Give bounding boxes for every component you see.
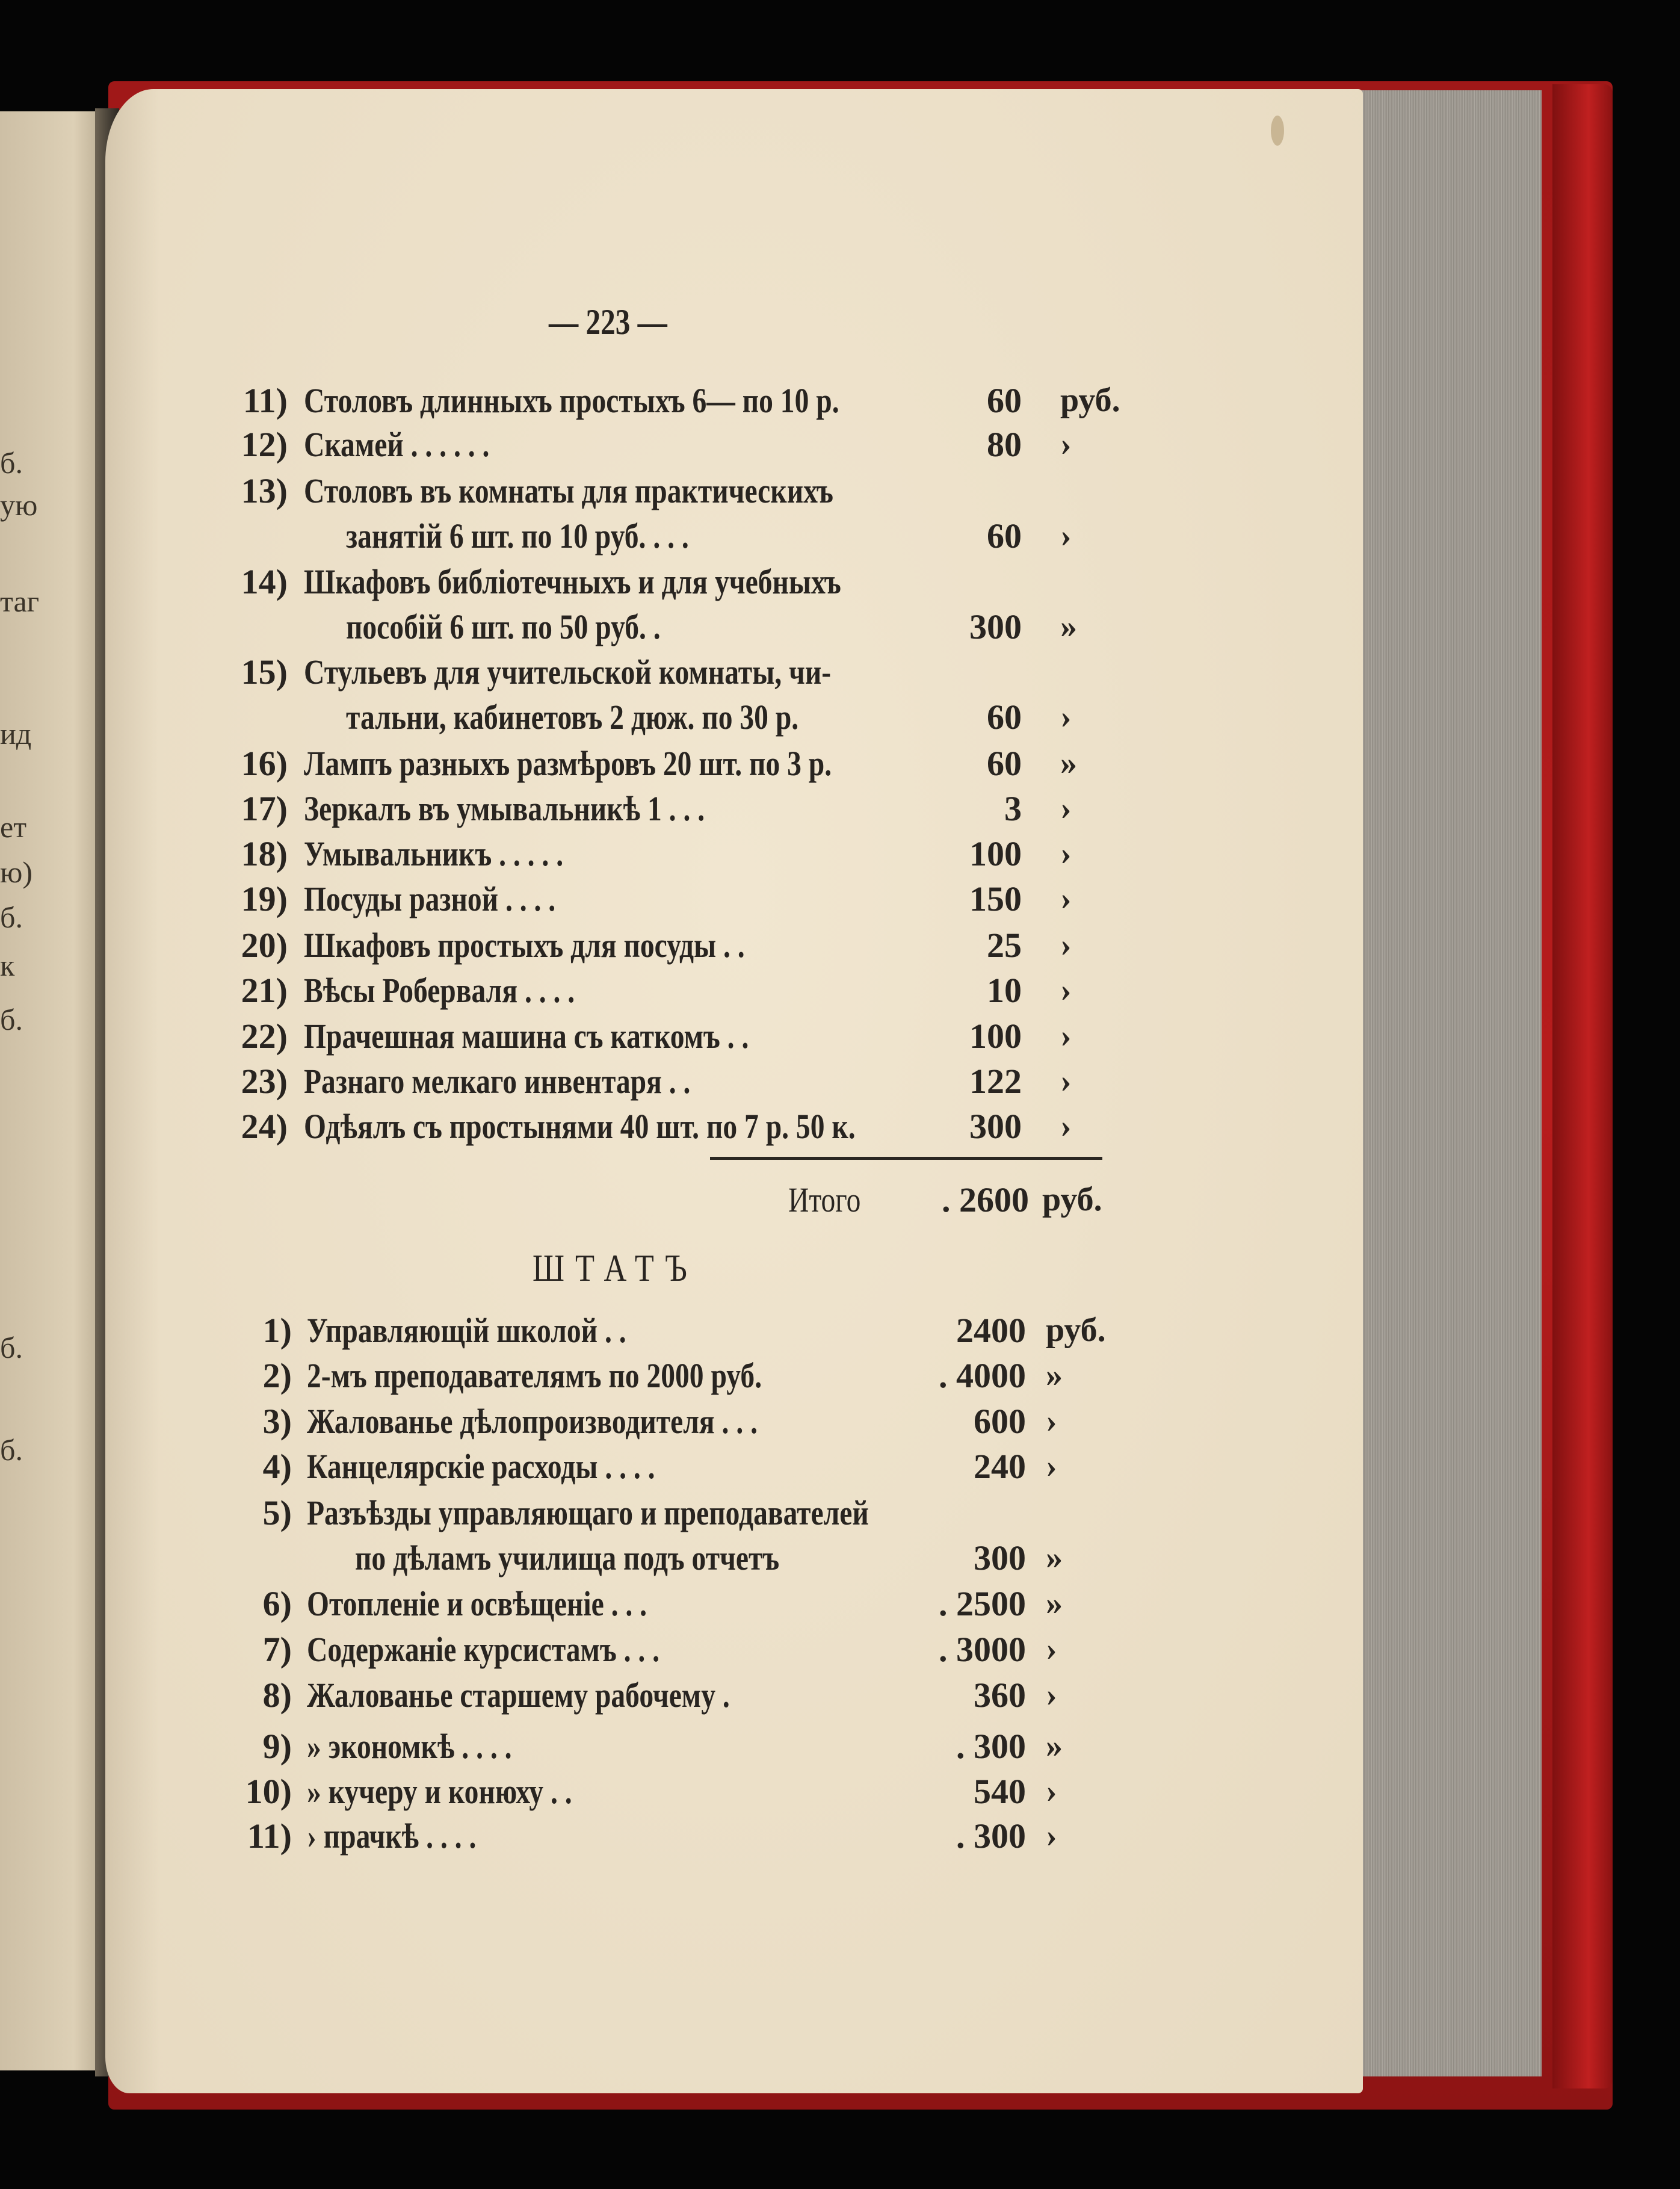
item-amount: . 2500 — [939, 1584, 1026, 1623]
item-label: » экономкѣ . . . . — [307, 1727, 512, 1766]
item-label: Отопленіе и освѣщеніе . . . — [307, 1584, 647, 1623]
item-amount: 60 — [987, 698, 1022, 737]
left-page-fragment: ую — [0, 488, 38, 522]
item-unit: руб. — [1060, 382, 1120, 419]
item-amount: 150 — [969, 879, 1022, 918]
total-unit: руб. — [1042, 1181, 1102, 1218]
item-label: Вѣсы Роберваля . . . . — [304, 971, 575, 1010]
item-unit: › — [1060, 1017, 1072, 1054]
item-amount: 300 — [969, 607, 1022, 646]
item-label: Зеркалъ въ умывальникѣ 1 . . . — [304, 789, 705, 828]
page-number: — 223 — — [549, 302, 667, 342]
item-amount: 60 — [987, 381, 1022, 420]
item-unit: › — [1060, 426, 1072, 463]
item-unit: › — [1060, 971, 1072, 1009]
item-amount: 3 — [1004, 789, 1022, 828]
left-page — [0, 111, 105, 2070]
item-label: Разнаго мелкаго инвентаря . . — [304, 1062, 691, 1101]
item-unit: › — [1060, 926, 1072, 964]
left-page-fragment: б. — [0, 446, 23, 480]
item-unit: » — [1060, 745, 1077, 782]
item-number: 6) — [262, 1584, 292, 1623]
item-unit: » — [1046, 1585, 1063, 1622]
item-amount: 600 — [974, 1402, 1026, 1441]
left-page-fragment: б. — [0, 900, 23, 934]
item-unit: » — [1046, 1727, 1063, 1765]
item-label: Прачешная машина съ каткомъ . . — [304, 1017, 749, 1056]
item-unit: › — [1060, 835, 1072, 872]
item-amount: 80 — [987, 425, 1022, 464]
item-number: 24) — [241, 1107, 288, 1146]
item-number: 23) — [241, 1062, 288, 1101]
total-rule — [710, 1157, 1102, 1160]
item-label: Содержаніе курсистамъ . . . — [307, 1630, 660, 1669]
item-label: Скамей . . . . . . — [304, 425, 490, 464]
item-number: 7) — [262, 1630, 292, 1669]
item-unit: руб. — [1046, 1311, 1106, 1349]
item-unit: › — [1046, 1817, 1057, 1854]
item-number: 10) — [245, 1772, 292, 1811]
item-amount: 2400 — [956, 1311, 1026, 1350]
item-amount: 300 — [974, 1538, 1026, 1578]
item-number: 11) — [242, 381, 288, 420]
item-amount: 300 — [969, 1107, 1022, 1146]
item-amount: 360 — [974, 1676, 1026, 1715]
item-amount: 25 — [987, 926, 1022, 965]
item-number: 11) — [247, 1816, 292, 1856]
item-label: Лампъ разныхъ размѣровъ 20 шт. по 3 р. — [304, 744, 832, 783]
item-unit: › — [1046, 1630, 1057, 1668]
item-label: Столовъ въ комнаты для практическихъ — [304, 471, 833, 510]
total-label: Итого — [788, 1180, 861, 1219]
item-amount: 100 — [969, 834, 1022, 873]
item-unit: › — [1060, 1107, 1072, 1145]
item-amount: . 300 — [956, 1816, 1026, 1856]
item-label: Жалованье старшему рабочему . — [307, 1676, 730, 1715]
item-label-continuation: занятій 6 шт. по 10 руб. . . . — [346, 516, 689, 556]
item-number: 19) — [241, 879, 288, 918]
item-number: 16) — [241, 744, 288, 783]
total-amount: . 2600 — [942, 1180, 1029, 1219]
item-unit: › — [1046, 1773, 1057, 1810]
left-page-fragment: б. — [0, 1003, 23, 1036]
item-amount: . 4000 — [939, 1356, 1026, 1395]
item-number: 21) — [241, 971, 288, 1010]
item-label: Жалованье дѣлопроизводителя . . . — [307, 1402, 758, 1441]
left-page-fragment: к — [0, 949, 15, 982]
item-unit: » — [1046, 1357, 1063, 1394]
item-label: Умывальникъ . . . . . — [304, 834, 564, 873]
item-label: Одѣялъ съ простынями 40 шт. по 7 р. 50 к. — [304, 1107, 856, 1146]
item-label: Посуды разной . . . . — [304, 879, 556, 918]
item-label-continuation: тальни, кабинетовъ 2 дюж. по 30 р. — [346, 698, 799, 737]
item-number: 22) — [241, 1017, 288, 1056]
item-unit: › — [1060, 1062, 1072, 1100]
item-amount: . 300 — [956, 1727, 1026, 1766]
left-page-fragment: ет — [0, 810, 27, 844]
item-unit: › — [1060, 698, 1072, 735]
item-unit: › — [1046, 1402, 1057, 1440]
item-amount: . 3000 — [939, 1630, 1026, 1669]
item-number: 18) — [241, 834, 288, 873]
item-number: 20) — [241, 926, 288, 965]
item-amount: 60 — [987, 744, 1022, 783]
item-amount: 100 — [969, 1017, 1022, 1056]
item-unit: › — [1060, 790, 1072, 827]
item-number: 14) — [241, 562, 288, 601]
item-label: Шкафовъ простыхъ для посуды . . — [304, 926, 745, 965]
item-number: 2) — [262, 1356, 292, 1395]
item-label: 2-мъ преподавателямъ по 2000 руб. — [307, 1356, 762, 1395]
item-unit: » — [1060, 608, 1077, 645]
item-number: 1) — [262, 1311, 292, 1350]
section-title: ШТАТЪ — [533, 1246, 698, 1289]
item-unit: » — [1046, 1539, 1063, 1576]
item-number: 9) — [262, 1727, 292, 1766]
item-unit: › — [1046, 1447, 1057, 1485]
item-label: Стульевъ для учительской комнаты, чи- — [304, 652, 832, 692]
item-amount: 10 — [987, 971, 1022, 1010]
item-number: 8) — [262, 1676, 292, 1715]
item-amount: 122 — [969, 1062, 1022, 1101]
left-page-fragment: б. — [0, 1433, 23, 1467]
left-page-fragment: ю) — [0, 855, 33, 889]
item-label: Столовъ длинныхъ простыхъ 6— по 10 р. — [304, 381, 839, 420]
item-number: 15) — [241, 652, 288, 692]
item-label: Канцелярскіе расходы . . . . — [307, 1447, 655, 1486]
item-unit: › — [1046, 1676, 1057, 1714]
paper-stain — [1271, 116, 1284, 146]
item-number: 13) — [241, 471, 288, 510]
item-number: 3) — [262, 1402, 292, 1441]
item-unit: › — [1060, 880, 1072, 917]
item-unit: › — [1060, 517, 1072, 554]
item-amount: 540 — [974, 1772, 1026, 1811]
left-page-fragment: таг — [0, 584, 40, 618]
item-amount: 240 — [974, 1447, 1026, 1486]
item-number: 17) — [241, 789, 288, 828]
item-label-continuation: по дѣламъ училища подъ отчетъ — [355, 1538, 780, 1578]
left-page-fragment: б. — [0, 1331, 23, 1364]
item-label: Разъѣзды управляющаго и преподавателей — [307, 1493, 869, 1532]
item-label: Управляющій школой . . — [307, 1311, 626, 1350]
item-label-continuation: пособій 6 шт. по 50 руб. . — [346, 607, 661, 646]
item-number: 5) — [262, 1493, 292, 1532]
page-edges — [1361, 90, 1542, 2076]
item-number: 4) — [262, 1447, 292, 1486]
item-amount: 60 — [987, 516, 1022, 556]
book-cover-edge — [1552, 84, 1613, 2088]
left-page-fragment: ид — [0, 717, 32, 751]
item-label: Шкафовъ библіотечныхъ и для учебныхъ — [304, 562, 841, 601]
item-label: » кучеру и конюху . . — [307, 1772, 572, 1811]
item-label: › прачкѣ . . . . — [307, 1816, 477, 1856]
item-number: 12) — [241, 425, 288, 464]
